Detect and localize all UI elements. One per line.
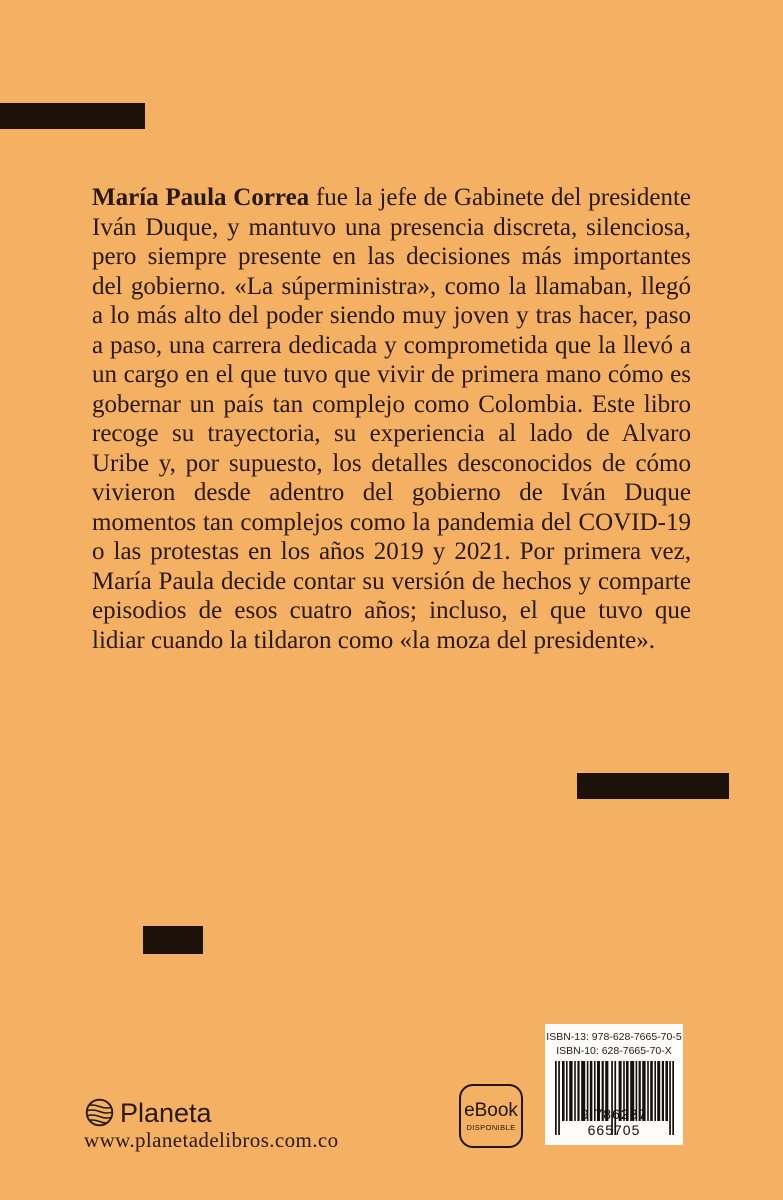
- isbn10-label: ISBN-10: 628-7665-70-X: [556, 1045, 672, 1057]
- isbn13-label: ISBN-13: 978-628-7665-70-5: [546, 1031, 682, 1043]
- synopsis-body-text: fue la jefe de Gabinete del presidente Iván Duque, y mantuvo una presencia discreta, silenciosa, pero siempre presente en las decisiones más importantes del gobierno. «La súperministra», como la llamaban, llegó a lo más alto del poder siendo muy joven y tras hacer, paso a paso, una carrera dedicada y comprometida que la llevó a un cargo en el que tuvo que vivir de primera mano cómo es gobernar un país tan complejo como Colombia. Este libro recoge su trayectoria, su experiencia al lado de Alvaro Uribe y, por supuesto, los detalles desconocidos de cómo vivieron desde adentro del gobierno de Iván Duque momentos tan complejos como la pandemia del COVID-19 o las protestas en los años 2019 y 2021. Por primera vez, María Paula decide contar su versión de hechos y comparte episodios de esos cuatro años; incluso, el que tuvo que lidiar cuando la tildaron como «la moza del presidente».: [92, 184, 691, 654]
- synopsis-paragraph: [92, 183, 691, 655]
- print-mark-small: [143, 926, 203, 954]
- barcode: [554, 1061, 674, 1137]
- publisher-name: Planeta: [120, 1097, 212, 1128]
- synopsis-lead-author: María Paula Correa: [92, 184, 310, 211]
- publisher-logo: [84, 1097, 212, 1128]
- ebook-badge: [459, 1084, 523, 1148]
- barcode-block: [545, 1024, 683, 1145]
- ebook-badge-subtitle: DISPONIBLE: [466, 1122, 516, 1132]
- print-mark-top-left: [0, 103, 145, 129]
- print-mark-right: [577, 773, 729, 799]
- publisher-website: www.planetadelibros.com.co: [84, 1128, 339, 1152]
- ebook-badge-title: eBook: [464, 1099, 518, 1121]
- barcode-digits: 9 786287 665705: [580, 1106, 648, 1138]
- planeta-globe-icon: [84, 1097, 115, 1128]
